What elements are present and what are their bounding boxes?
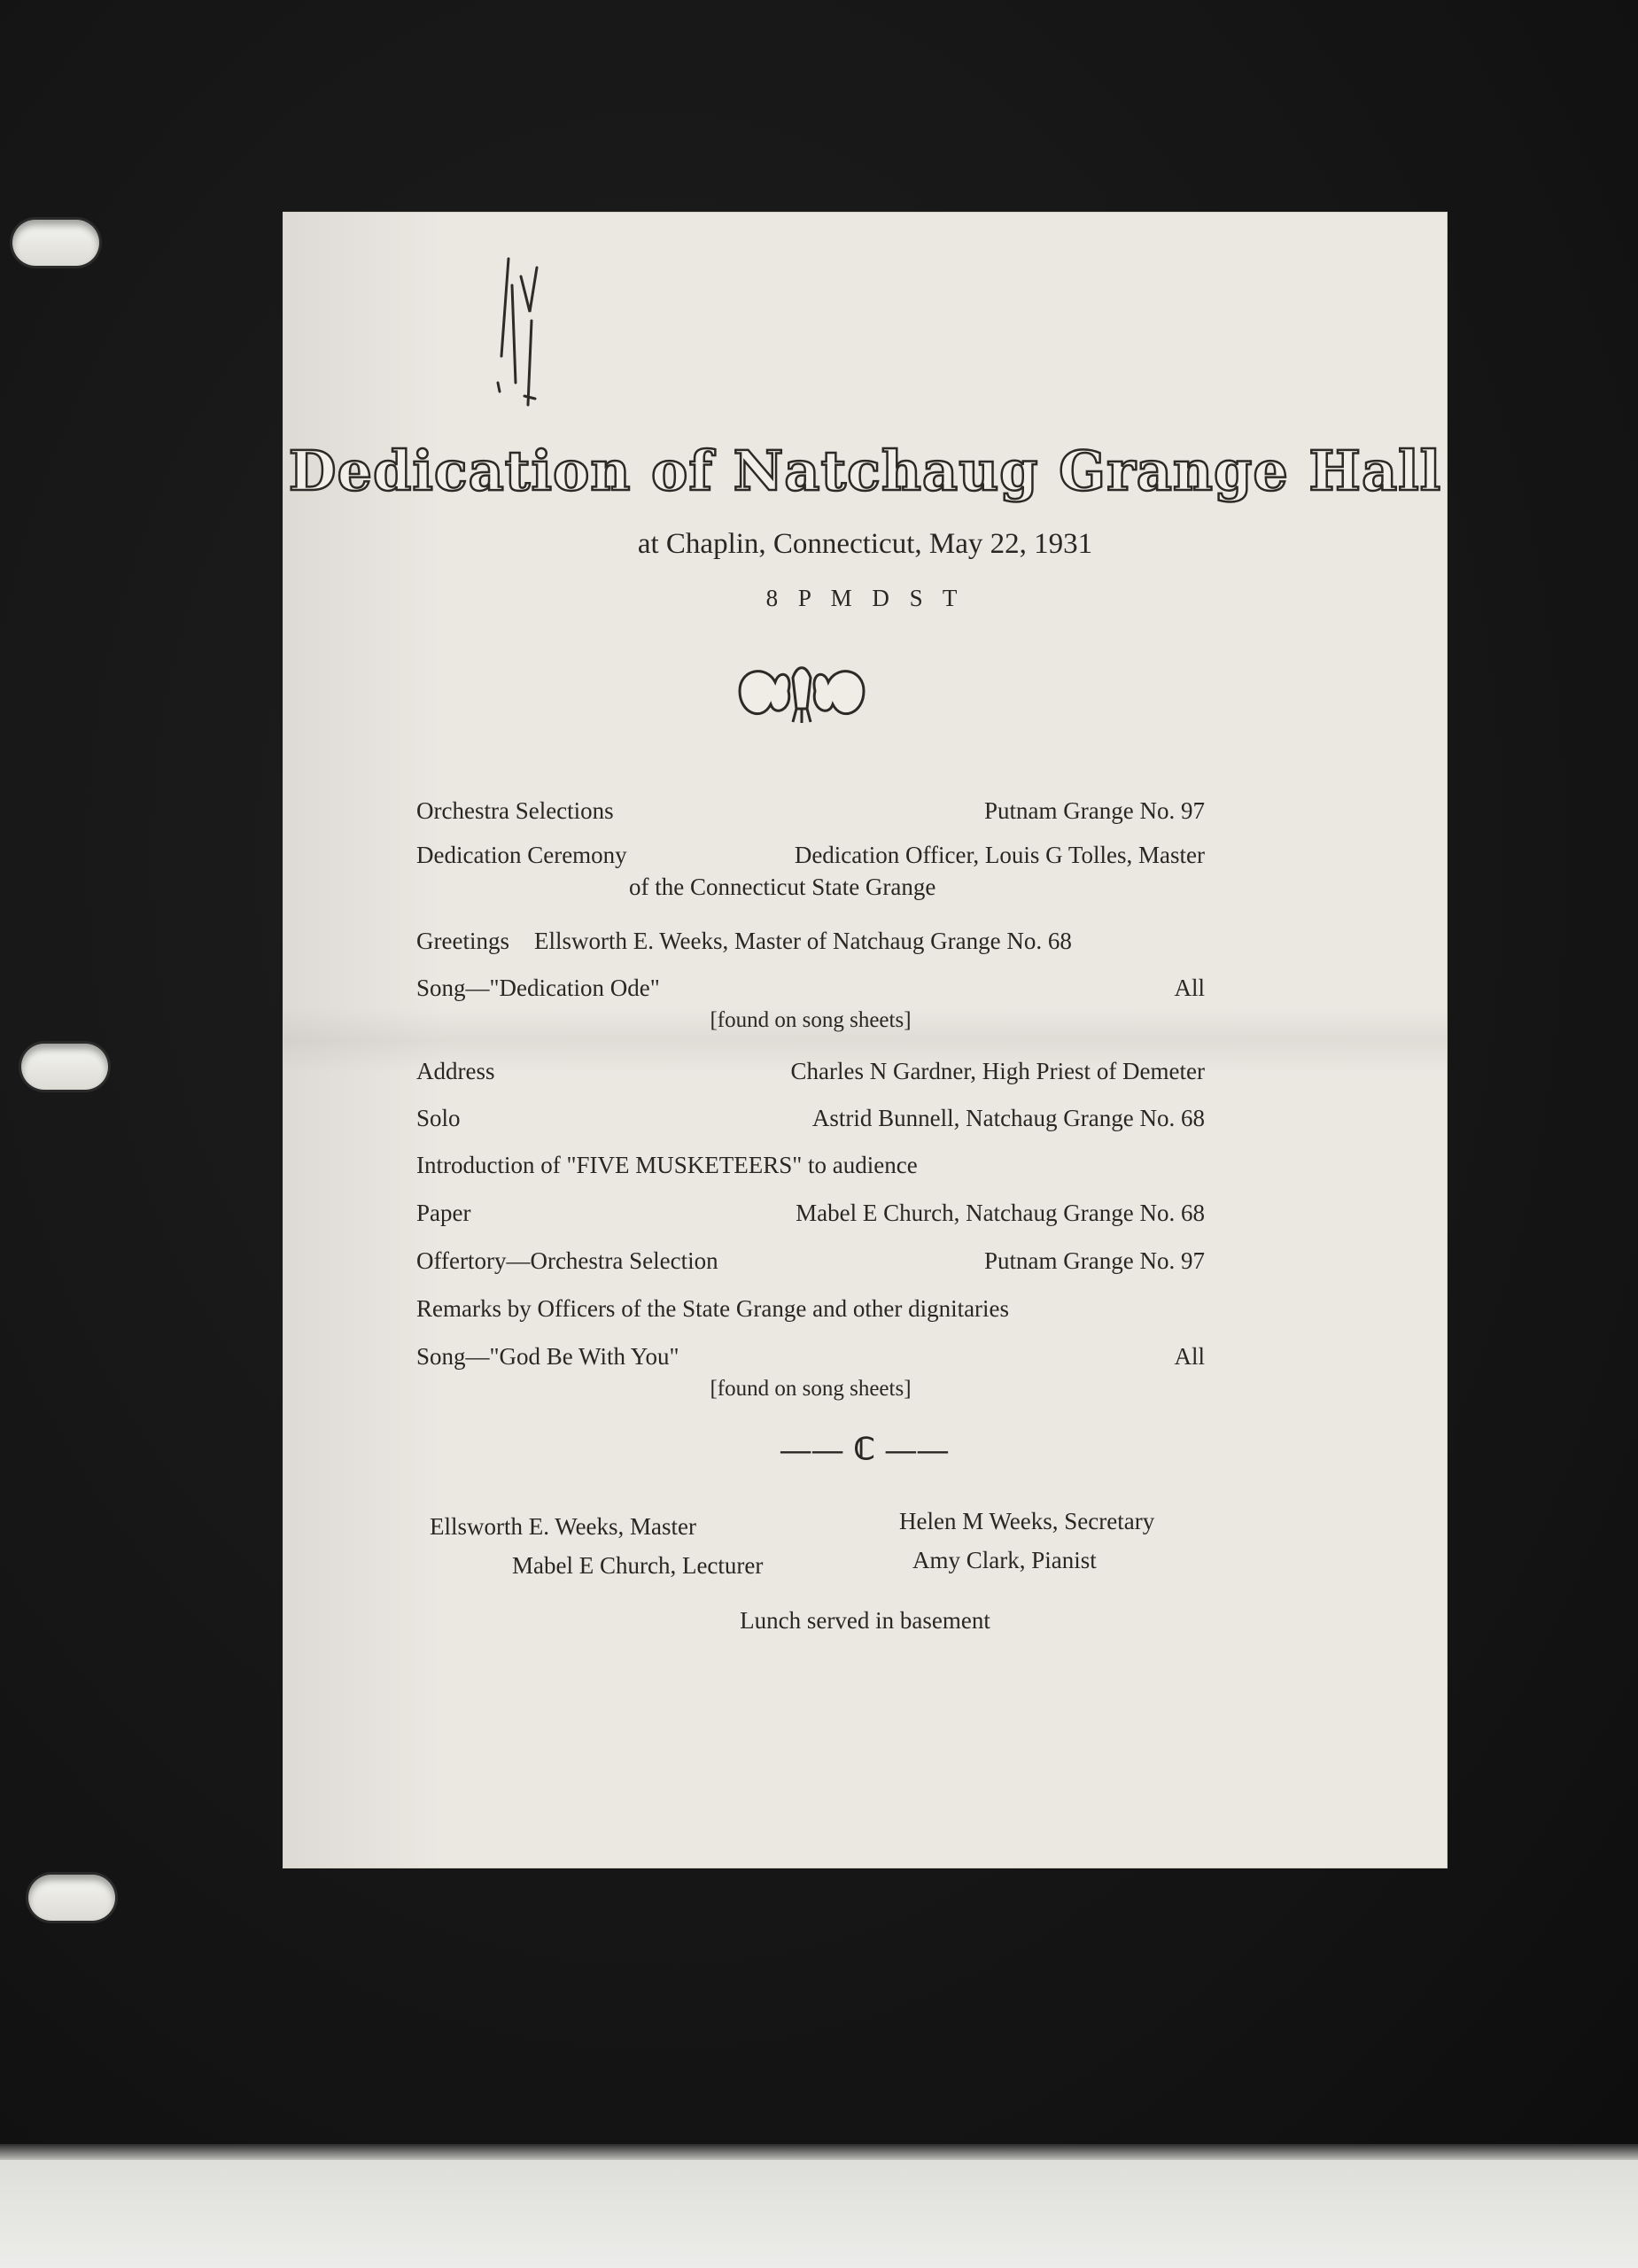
binder-hole [21,1044,108,1090]
program-time: 8 P M D S T [765,585,965,611]
binder-hole [12,220,99,266]
item-label: Orchestra Selections [416,797,614,824]
program-sheet [283,213,1447,1868]
item-continuation: of the Connecticut State Grange [629,874,936,900]
program-item-song-farewell [416,1341,1205,1371]
program-item-address [416,1056,1205,1086]
floral-ornament-icon [731,656,873,726]
item-label: Song—"God Be With You" [416,1343,679,1370]
program-item-remarks [416,1293,1205,1324]
item-label: Address [416,1058,495,1084]
program-title: Dedication of Natchaug Grange Hall [288,439,1442,503]
program-item-solo [416,1103,1205,1133]
item-label: Dedication Ceremony [416,842,627,868]
item-label: Offertory—Orchestra Selection [416,1247,718,1274]
section-divider: —— ℂ —— [780,1433,950,1466]
binder-hole [28,1875,115,1921]
program-item-dedication [416,840,1205,870]
item-label: Remarks by Officers of the State Grange and other dignitaries [416,1295,1010,1322]
item-label: Paper [416,1200,471,1226]
officer-lecturer: Mabel E Church, Lecturer [512,1552,764,1579]
item-note: [found on song sheets] [710,1377,912,1401]
scanner-bed-strip [0,2144,1638,2268]
item-performer: Charles N Gardner, High Priest of Demeter [790,1058,1205,1084]
pencil-mark-icon [489,250,551,409]
footer-note: Lunch served in basement [740,1607,990,1634]
item-label: Introduction of "FIVE MUSKETEERS" to audience [416,1152,918,1178]
program-item-orchestra [416,796,1205,826]
officer-secretary: Helen M Weeks, Secretary [899,1508,1155,1534]
item-performer: All [1174,1343,1205,1370]
program-item-paper [416,1198,1205,1228]
program-subtitle: at Chaplin, Connecticut, May 22, 1931 [637,528,1093,560]
item-note: [found on song sheets] [710,1008,912,1032]
item-performer: All [1174,975,1205,1001]
program-item-introduction [416,1150,1205,1180]
program-item-offertory [416,1246,1205,1276]
item-performer: Putnam Grange No. 97 [984,1247,1205,1274]
item-performer: Mabel E Church, Natchaug Grange No. 68 [796,1200,1205,1226]
item-label: Song—"Dedication Ode" [416,975,660,1001]
officer-pianist: Amy Clark, Pianist [912,1547,1097,1573]
item-label: Solo [416,1105,461,1131]
item-performer: Dedication Officer, Louis G Tolles, Master [794,842,1205,868]
program-item-song-ode [416,973,1205,1003]
item-performer: Ellsworth E. Weeks, Master of Natchaug Grange No. 68 [533,928,1072,954]
officer-master: Ellsworth E. Weeks, Master [430,1513,697,1540]
item-label: Greetings [416,928,509,954]
item-performer: Putnam Grange No. 97 [984,797,1205,824]
item-performer: Astrid Bunnell, Natchaug Grange No. 68 [811,1105,1205,1131]
program-item-greetings [416,926,1205,956]
